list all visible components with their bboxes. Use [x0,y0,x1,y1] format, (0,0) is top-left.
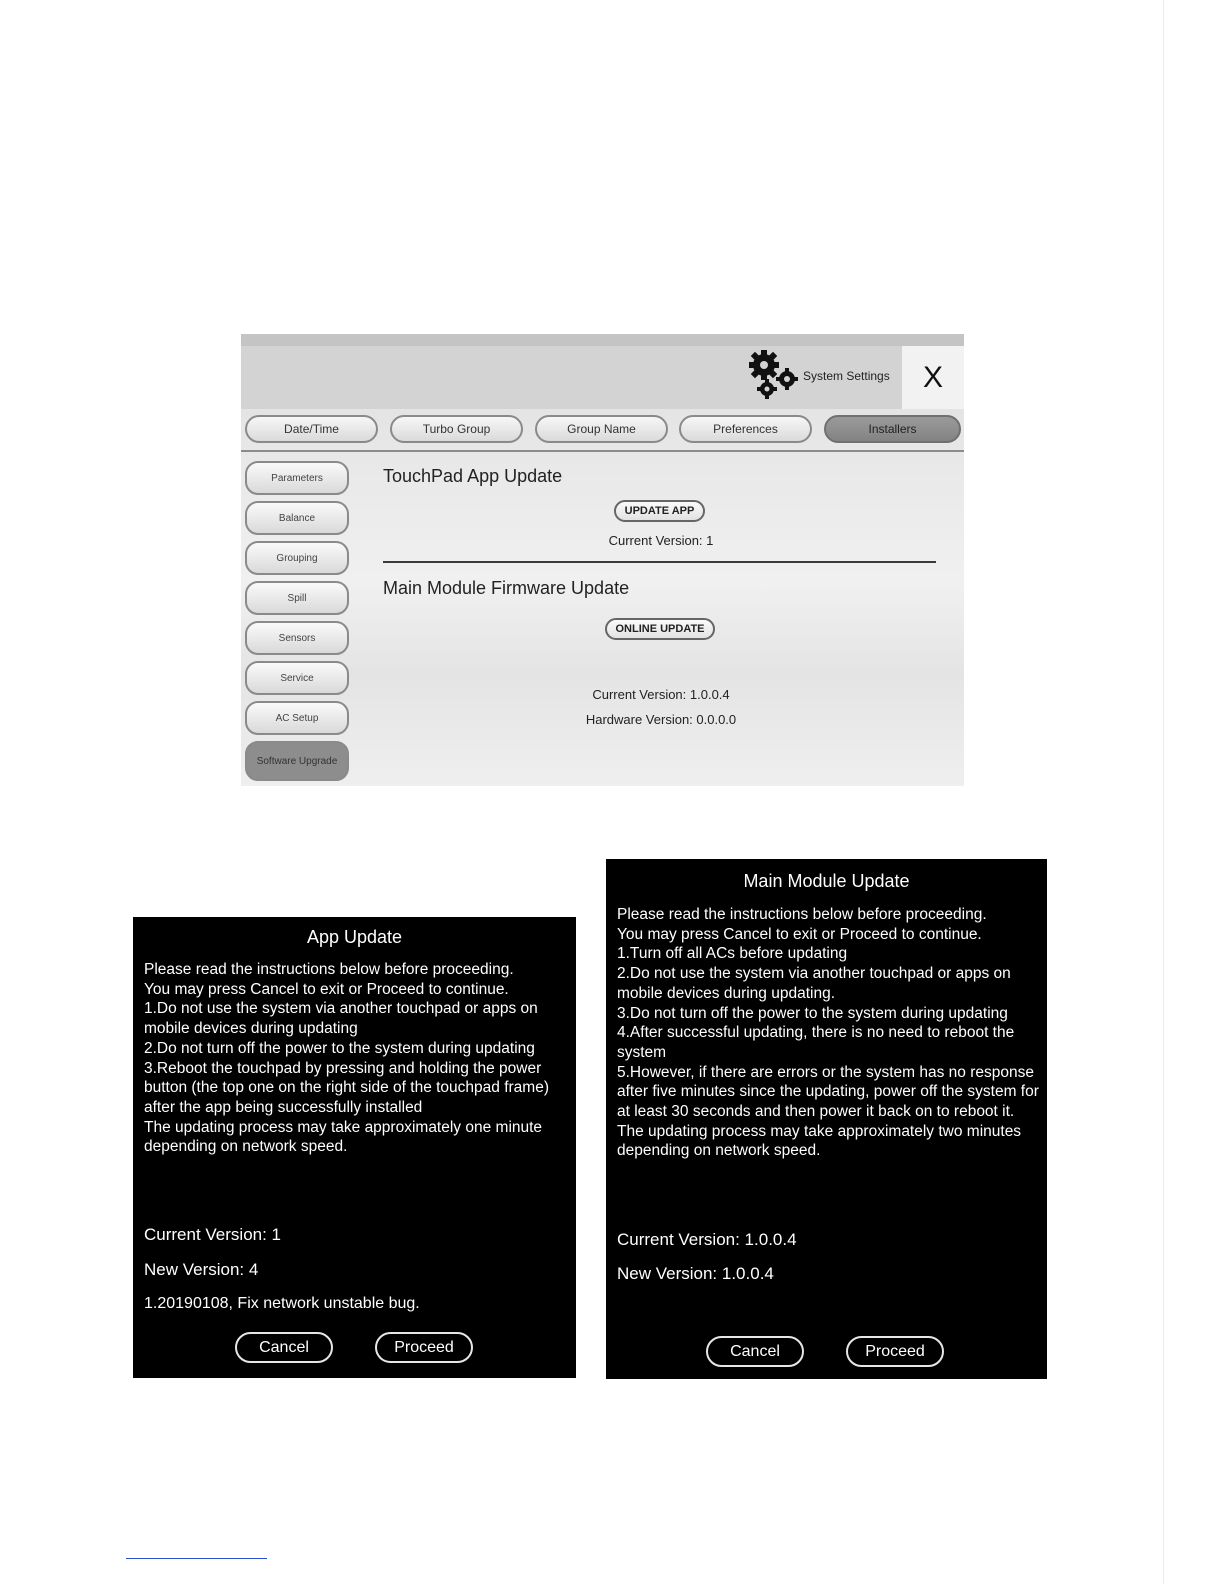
current-version: Current Version: 1.0.0.4 [617,1230,797,1249]
settings-title: System Settings [803,369,890,383]
section-divider [383,561,936,563]
tab-turbo-group[interactable]: Turbo Group [390,415,523,443]
close-button[interactable]: X [902,346,964,409]
app-update-dialog [133,917,576,1378]
main-module-update-dialog [606,859,1047,1379]
tab-divider [241,450,964,452]
sidebar-item-spill[interactable]: Spill [245,581,349,615]
sidebar-item-software-upgrade[interactable]: Software Upgrade [245,741,349,781]
status-strip [241,334,964,346]
tab-preferences[interactable]: Preferences [679,415,812,443]
cancel-button[interactable]: Cancel [706,1336,804,1367]
software-upgrade-panel [381,463,941,783]
sidebar-item-ac-setup[interactable]: AC Setup [245,701,349,735]
tab-date-time[interactable]: Date/Time [245,415,378,443]
gears-icon [746,348,802,400]
dialog-instructions: Please read the instructions below before proceeding. You may press Cancel to exit or Proceed to continue. 1.Turn off all ACs before updating 2.Do not use the system via another touchpad or apps on mobile devices during updating. 3.Do not turn off the power to the system during updating 4.After successful updating, there is no need to reboot the system 5.However, if there are errors or the system has no response after five minutes since the updating, power off the system for at least 30 seconds and then power it back on to reboot it. The updating process may take approximately two minutes depending on network speed. [617,906,1039,1160]
dialog-title: App Update [306,927,403,947]
hardware-version: Hardware Version: 0.0.0.0 [585,712,737,727]
app-update-heading: TouchPad App Update [383,466,563,486]
tab-group-name[interactable]: Group Name [535,415,668,443]
sidebar-item-sensors[interactable]: Sensors [245,621,349,655]
page-edge-divider [1163,0,1164,1584]
proceed-button[interactable]: Proceed [375,1332,473,1363]
tab-installers[interactable]: Installers [824,415,961,443]
sidebar-item-balance[interactable]: Balance [245,501,349,535]
dialog-title: Main Module Update [743,871,910,891]
update-app-button[interactable]: UPDATE APP [614,500,705,522]
app-current-version: Current Version: 1 [608,533,714,548]
dialog-instructions: Please read the instructions below before proceeding. You may press Cancel to exit or Proceed to continue. 1.Do not use the system via another touchpad or apps on mobile devices during updating 2.Do not turn off the power to the system during updating 3.Reboot the touchpad by pressing and holding the power button (the top one on the right side of the touchpad frame) after the app being successfully installed The updating process may take approximately one minute depending on network speed. [144,961,549,1156]
footnote-rule [126,1558,267,1559]
firmware-current-version: Current Version: 1.0.0.4 [592,687,730,702]
new-version: New Version: 4 [144,1260,259,1279]
sidebar-item-parameters[interactable]: Parameters [245,461,349,495]
release-note: 1.20190108, Fix network unstable bug. [144,1295,420,1312]
current-version: Current Version: 1 [144,1225,282,1244]
online-update-button[interactable]: ONLINE UPDATE [605,618,715,640]
system-settings-screen [241,334,964,786]
sidebar-item-grouping[interactable]: Grouping [245,541,349,575]
sidebar-item-service[interactable]: Service [245,661,349,695]
proceed-button[interactable]: Proceed [846,1336,944,1367]
new-version: New Version: 1.0.0.4 [617,1264,774,1283]
firmware-update-heading: Main Module Firmware Update [383,578,630,598]
cancel-button[interactable]: Cancel [235,1332,333,1363]
tab-bar [245,415,961,447]
